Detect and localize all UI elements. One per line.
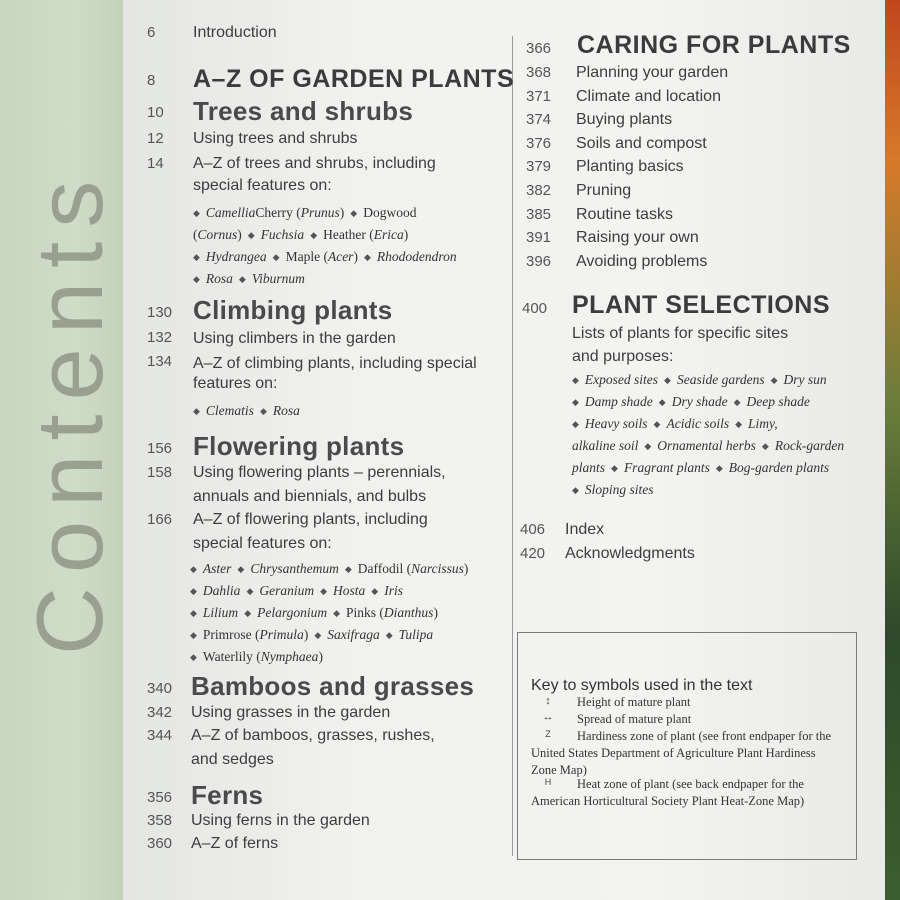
feature-text[interactable]: Dogwood: [363, 205, 417, 220]
feature-text[interactable]: Bog-garden plants: [728, 460, 830, 475]
toc-page-num: 406: [520, 521, 546, 538]
section-heading-caring[interactable]: CARING FOR PLANTS: [577, 31, 851, 59]
feature-text[interactable]: Rosa: [205, 271, 233, 286]
diamond-bullet-icon: ◆: [653, 419, 661, 429]
diamond-bullet-icon: ◆: [363, 252, 371, 262]
feature-line: [193, 246, 457, 268]
toc-page-num: 420: [520, 545, 546, 562]
feature-text[interactable]: Geranium: [259, 583, 315, 598]
feature-text[interactable]: ): [353, 249, 358, 264]
diamond-bullet-icon: ◆: [246, 586, 254, 596]
feature-line: [193, 224, 457, 246]
feature-text[interactable]: Narcissus: [411, 561, 464, 576]
diamond-bullet-icon: ◆: [733, 397, 741, 407]
toc-page-num: 379: [526, 158, 552, 176]
diamond-bullet-icon: ◆: [193, 208, 200, 218]
diamond-bullet-icon: ◆: [371, 586, 379, 596]
section-heading-bamboos[interactable]: Bamboos and grasses: [191, 671, 475, 701]
feature-text[interactable]: Rock-garden: [774, 438, 845, 453]
feature-text[interactable]: ): [433, 605, 438, 620]
toc-page-num: 356: [147, 789, 173, 806]
toc-page-num: 14: [147, 155, 164, 172]
toc-entry[interactable]: Pruning: [576, 182, 632, 199]
feature-text[interactable]: alkaline soil: [572, 438, 639, 453]
feature-text[interactable]: Camellia: [205, 205, 256, 220]
feature-text[interactable]: Hydrangea: [205, 249, 267, 264]
toc-page-num: 12: [147, 130, 164, 147]
feature-line: [190, 580, 468, 602]
feature-text[interactable]: Dianthus: [383, 605, 434, 620]
diamond-bullet-icon: ◆: [735, 419, 742, 429]
toc-page-num: 342: [147, 704, 173, 721]
toc-entry[interactable]: A–Z of bamboos, grasses, rushes,: [191, 727, 435, 744]
feature-text[interactable]: Nymphaea: [260, 649, 319, 664]
selections-description-cont: and purposes:: [572, 348, 674, 365]
feature-line: [572, 369, 844, 391]
toc-entry[interactable]: Using ferns in the garden: [191, 812, 370, 829]
toc-page-num: 132: [147, 329, 173, 346]
symbol-key-box: [517, 632, 857, 860]
feature-text[interactable]: Waterlily (: [202, 649, 261, 664]
feature-text[interactable]: Acer: [327, 249, 354, 264]
diamond-bullet-icon: ◆: [658, 397, 666, 407]
key-text: Hardiness zone of plant (see front endpaper for the: [577, 729, 832, 743]
spread-arrow-icon: ↔: [542, 711, 554, 723]
toc-entry[interactable]: Buying plants: [576, 111, 673, 129]
toc-page-num: 134: [147, 353, 173, 370]
toc-entry[interactable]: Soils and compost: [576, 134, 707, 152]
feature-text[interactable]: Viburnum: [251, 271, 305, 286]
toc-entry[interactable]: Raising your own: [576, 229, 699, 247]
toc-page-num: 382: [526, 182, 552, 199]
key-title: Key to symbols used in the text: [531, 677, 753, 694]
toc-entry[interactable]: Routine tasks: [576, 205, 673, 223]
toc-entry-cont: special features on:: [193, 535, 332, 552]
toc-page-num: 344: [147, 727, 173, 744]
feature-text[interactable]: Pelargonium: [257, 605, 328, 620]
diamond-bullet-icon: ◆: [572, 485, 579, 495]
diamond-bullet-icon: ◆: [310, 230, 318, 240]
feature-text[interactable]: Maple (: [285, 249, 328, 264]
feature-text[interactable]: Hosta: [333, 583, 366, 598]
feature-text[interactable]: Clematis: [205, 403, 254, 418]
feature-line: [193, 202, 457, 224]
toc-page-num: 360: [147, 835, 173, 852]
feature-text[interactable]: Primula: [259, 627, 304, 642]
feature-line: [190, 602, 468, 624]
toc-page-num: 391: [526, 229, 552, 247]
toc-entry-cont: special features on:: [193, 177, 332, 194]
feature-text[interactable]: Prunus: [300, 205, 340, 220]
feature-line: [572, 391, 844, 413]
diamond-bullet-icon: ◆: [333, 608, 341, 618]
section-heading-ferns[interactable]: Ferns: [191, 780, 264, 810]
toc-page-num: 6: [147, 24, 156, 41]
feature-text[interactable]: Seaside gardens: [676, 372, 765, 387]
feature-text[interactable]: Pinks (: [346, 605, 384, 620]
feature-line: [190, 646, 468, 668]
diamond-bullet-icon: ◆: [664, 375, 671, 385]
feature-text[interactable]: Aster: [202, 561, 232, 576]
feature-line: [572, 457, 844, 479]
feature-text[interactable]: Rosa: [272, 403, 300, 418]
toc-entry-cont: and sedges: [191, 751, 274, 768]
cover-photo-edge: [885, 0, 900, 900]
toc-entry[interactable]: A–Z of ferns: [191, 835, 279, 852]
toc-page-num: 396: [526, 252, 552, 270]
feature-text[interactable]: Chrysanthemum: [250, 561, 339, 576]
toc-page-num: 156: [147, 440, 173, 457]
diamond-bullet-icon: ◆: [572, 375, 579, 385]
key-text: Spread of mature plant: [577, 712, 692, 726]
feature-text[interactable]: Sloping sites: [584, 482, 654, 497]
diamond-bullet-icon: ◆: [320, 586, 328, 596]
feature-text[interactable]: Dry shade: [671, 394, 728, 409]
feature-text[interactable]: Fragrant plants: [623, 460, 710, 475]
toc-entry[interactable]: A–Z of flowering plants, including: [193, 511, 428, 528]
key-text: Heat zone of plant (see back endpaper for the: [577, 777, 804, 791]
feature-line: [572, 435, 844, 457]
toc-entry[interactable]: Using grasses in the garden: [191, 704, 391, 721]
toc-page-num: 166: [147, 511, 173, 528]
feature-text[interactable]: (: [193, 227, 198, 242]
diamond-bullet-icon: ◆: [247, 230, 255, 240]
toc-page-num: 340: [147, 680, 173, 697]
feature-text[interactable]: Lilium: [202, 605, 239, 620]
toc-entry-index[interactable]: Index: [565, 521, 605, 538]
feature-line: [572, 479, 844, 501]
toc-page-num: 10: [147, 104, 164, 121]
toc-page-num: 130: [147, 304, 173, 321]
diamond-bullet-icon: ◆: [644, 441, 652, 451]
diamond-bullet-icon: ◆: [190, 564, 197, 574]
toc-page-num: 366: [526, 40, 552, 57]
diamond-bullet-icon: ◆: [190, 608, 197, 618]
toc-page-num: 376: [526, 134, 552, 152]
feature-text[interactable]: Heavy soils: [584, 416, 648, 431]
diamond-bullet-icon: ◆: [572, 397, 579, 407]
column-divider: [512, 36, 513, 856]
diamond-bullet-icon: ◆: [770, 375, 778, 385]
diamond-bullet-icon: ◆: [314, 630, 322, 640]
diamond-bullet-icon: ◆: [611, 463, 618, 473]
toc-page-num: 8: [147, 72, 156, 89]
diamond-bullet-icon: ◆: [761, 441, 769, 451]
toc-entry-introduction[interactable]: Introduction: [193, 24, 277, 41]
toc-page-num: 385: [526, 205, 552, 223]
toc-page-num: 374: [526, 111, 552, 129]
diamond-bullet-icon: ◆: [344, 564, 352, 574]
toc-entry[interactable]: Climate and location: [576, 87, 721, 105]
toc-entry[interactable]: Planning your garden: [576, 64, 729, 81]
diamond-bullet-icon: ◆: [238, 274, 246, 284]
diamond-bullet-icon: ◆: [193, 252, 200, 262]
feature-text[interactable]: ): [303, 627, 309, 642]
features-list-flowering: [190, 558, 468, 668]
feature-text[interactable]: ): [403, 227, 409, 242]
features-list-climbing: [193, 400, 300, 422]
toc-entry[interactable]: Avoiding problems: [576, 252, 708, 270]
diamond-bullet-icon: ◆: [272, 252, 280, 262]
feature-text[interactable]: Cherry (: [255, 205, 301, 220]
feature-text[interactable]: Erica: [373, 227, 404, 242]
section-heading-flowering[interactable]: Flowering plants: [193, 431, 405, 461]
feature-text[interactable]: Primrose (: [202, 627, 260, 642]
feature-text[interactable]: Fuchsia: [260, 227, 305, 242]
feature-text[interactable]: ): [318, 649, 323, 664]
features-list-selections: [572, 369, 844, 501]
feature-line: [190, 624, 468, 646]
diamond-bullet-icon: ◆: [244, 608, 252, 618]
diamond-bullet-icon: ◆: [190, 630, 197, 640]
feature-text[interactable]: Acidic soils: [666, 416, 730, 431]
side-title: Contents: [17, 166, 122, 655]
feature-text[interactable]: Damp shade: [584, 394, 653, 409]
toc-entry[interactable]: Using flowering plants – perennials,: [193, 464, 446, 481]
section-heading-trees[interactable]: Trees and shrubs: [193, 96, 414, 126]
toc-entry[interactable]: Using climbers in the garden: [193, 330, 396, 347]
selections-description: Lists of plants for specific sites: [572, 325, 789, 342]
feature-text[interactable]: Cornus: [197, 227, 238, 242]
feature-line: [193, 400, 300, 422]
key-text: American Horticultural Society Plant Heat-Zone Map): [531, 794, 805, 808]
feature-text[interactable]: Deep shade: [746, 394, 810, 409]
feature-text[interactable]: Heather (: [323, 227, 374, 242]
height-arrow-icon: ↕: [545, 695, 551, 707]
section-heading-selections[interactable]: PLANT SELECTIONS: [572, 291, 831, 319]
toc-page-num: 368: [526, 64, 552, 81]
feature-text[interactable]: Rhododendron: [376, 249, 457, 264]
toc-page-num: 371: [526, 87, 552, 105]
feature-text[interactable]: Ornamental herbs: [657, 438, 756, 453]
toc-entry-cont: annuals and biennials, and bulbs: [193, 488, 427, 505]
toc-entry-acknowledgments[interactable]: Acknowledgments: [565, 545, 695, 562]
feature-text[interactable]: Iris: [384, 583, 403, 598]
toc-entry[interactable]: A–Z of trees and shrubs, including: [193, 155, 436, 172]
feature-text[interactable]: Daffodil (: [357, 561, 412, 576]
feature-text[interactable]: plants: [572, 460, 606, 475]
feature-text[interactable]: Limy,: [748, 416, 778, 431]
key-text: United States Department of Agriculture Plant Hardiness: [531, 746, 816, 760]
section-heading-az[interactable]: A–Z OF GARDEN PLANTS: [193, 65, 515, 93]
heat-zone-symbol: H: [544, 777, 552, 787]
feature-text[interactable]: ): [463, 561, 469, 576]
diamond-bullet-icon: ◆: [572, 419, 579, 429]
diamond-bullet-icon: ◆: [193, 274, 200, 284]
toc-entry-cont: features on:: [193, 375, 278, 392]
feature-text[interactable]: Exposed sites: [584, 372, 659, 387]
diamond-bullet-icon: ◆: [193, 406, 200, 416]
diamond-bullet-icon: ◆: [259, 406, 267, 416]
feature-text[interactable]: Dry sun: [783, 372, 827, 387]
diamond-bullet-icon: ◆: [190, 586, 197, 596]
key-text: Height of mature plant: [577, 695, 691, 709]
key-text: Zone Map): [531, 763, 587, 777]
diamond-bullet-icon: ◆: [237, 564, 245, 574]
feature-line: [190, 558, 468, 580]
diamond-bullet-icon: ◆: [190, 652, 197, 662]
feature-line: [572, 413, 844, 435]
diamond-bullet-icon: ◆: [715, 463, 723, 473]
feature-text[interactable]: ): [237, 227, 242, 242]
toc-page-num: 400: [522, 300, 548, 317]
feature-text[interactable]: Saxifraga: [327, 627, 380, 642]
hardiness-zone-symbol: Z: [545, 729, 551, 739]
feature-text[interactable]: Tulipa: [398, 627, 434, 642]
feature-text[interactable]: Dahlia: [202, 583, 241, 598]
toc-page-num: 358: [147, 812, 173, 829]
diamond-bullet-icon: ◆: [350, 208, 358, 218]
section-heading-climbing[interactable]: Climbing plants: [193, 295, 393, 325]
feature-line: [193, 268, 457, 290]
toc-entry[interactable]: Using trees and shrubs: [193, 130, 358, 147]
features-list-trees: [193, 202, 457, 290]
toc-page-num: 158: [147, 464, 173, 481]
diamond-bullet-icon: ◆: [385, 630, 393, 640]
toc-entry[interactable]: Planting basics: [576, 158, 684, 176]
toc-entry[interactable]: A–Z of climbing plants, including special: [193, 355, 477, 372]
feature-text[interactable]: ): [339, 205, 345, 220]
